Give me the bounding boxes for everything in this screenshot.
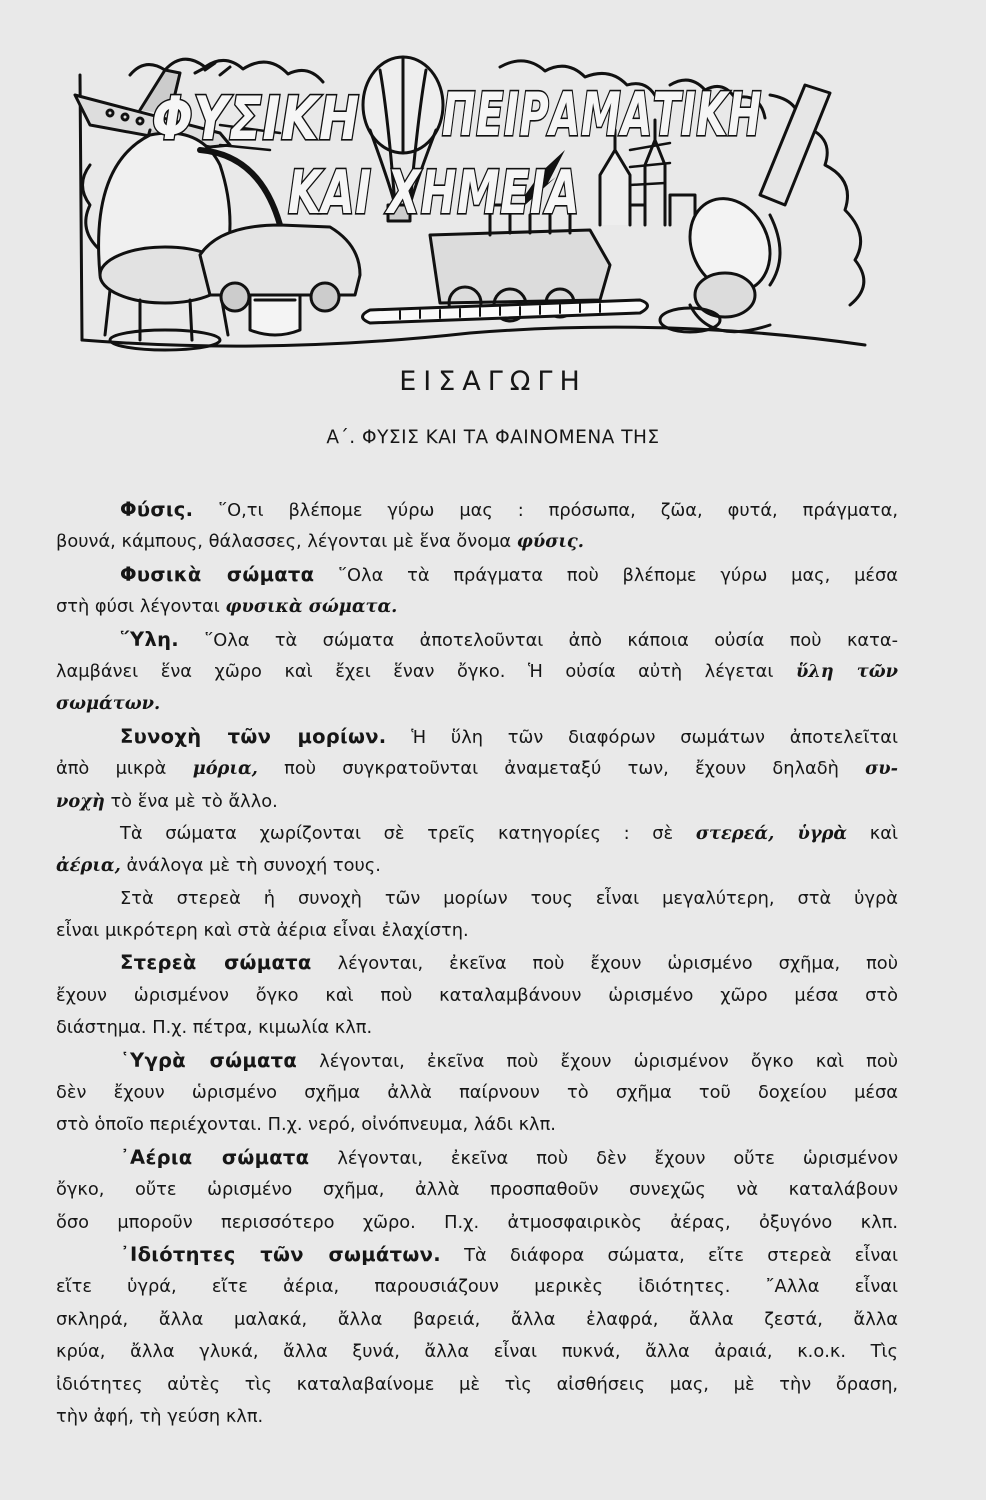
text-run: σκληρά, ἄλλα μαλακά, ἄλλα βαρειά, ἄλλα ἐλαφρά, ἄλλα ζεστά, ἄλλα [56,1308,898,1330]
text-line [56,883,898,915]
text-line [56,1401,898,1433]
term-heading: Στερεὰ σώματα [120,951,312,975]
text-run: τὴν ἀφή, τὴ γεύση κλπ. [56,1405,264,1427]
term-heading: Φυσικὰ σώματα [120,562,315,586]
text-run: ποὺ συγκρατοῦνται ἀναμεταξύ των, ἔχουν δηλαδὴ [257,758,866,780]
text-run: ὅσο μποροῦν περισσότερο χῶρο. Π.χ. ἀτμοσφαιρικὸς ἀέρας, ὀξυγόνο κλπ. [56,1211,898,1233]
banner-title-and-chemistry: ΚΑΙ ΧΗΜΕΙΑ [288,158,580,228]
emphasis-term: στερεά, ὑγρὰ [695,822,848,844]
emphasis-term: μόρια, [192,758,258,780]
text-run: ῞Ολα τὰ σώματα ἀποτελοῦνται ἀπὸ κάποια οὐσία ποὺ κατα- [179,629,898,651]
text-line [56,753,898,785]
text-line [56,1109,898,1141]
text-run: κρύα, ἄλλα γλυκά, ἄλλα ξυνά, ἄλλα εἶναι πυκνά, ἄλλα ἀραιά, κ.ο.κ. Τὶς [56,1341,898,1363]
text-run: ἀπὸ μικρὰ [56,758,193,780]
text-run: ἔχουν ὡρισμένον ὄγκο καὶ ποὺ καταλαμβάνουν ὡρισμένο χῶρο μέσα στὸ [56,984,898,1006]
text-line [56,1239,898,1271]
term-heading: ῾Υγρὰ σώματα [120,1048,298,1072]
banner-title-experimental: ΠΕΙΡΑΜΑΤΙΚΗ [442,80,762,150]
term-heading: ᾽Αέρια σώματα [120,1145,310,1169]
text-run: ῞Ολα τὰ πράγματα ποὺ βλέπομε γύρω μας, μέσα [314,564,898,586]
text-line [56,559,898,591]
emphasis-term: ἀέρια, [56,855,121,877]
text-run: ῞Ο,τι βλέπομε γύρω μας : πρόσωπα, ζῶα, φυτά, πράγματα, [193,500,898,521]
emphasis-term: νοχὴ [56,790,105,812]
text-line [56,1271,898,1303]
text-line [56,915,898,947]
text-run: στὴ φύσι λέγονται [56,596,226,618]
emphasis-term: συ- [865,758,898,780]
text-run: λαμβάνει ἕνα χῶρο καὶ ἔχει ἕναν ὄγκο. Ἡ οὐσία αὐτὴ λέγεται [56,660,796,682]
text-run: καὶ [847,822,899,844]
text-line [56,818,898,850]
text-line [56,1142,898,1174]
text-run: ὄγκο, οὔτε ὡρισμένο σχῆμα, ἀλλὰ προσπαθοῦν συνεχῶς νὰ καταλάβουν [56,1179,898,1201]
text-run: λέγονται, ἐκεῖνα ποὺ δὲν ἔχουν οὔτε ὡρισμένον [309,1147,898,1169]
text-line [56,721,898,753]
text-line [56,624,898,656]
text-run: λέγονται, ἐκεῖνα ποὺ ἔχουν ὡρισμένο σχῆμα, ποὺ [311,953,898,975]
body-text [56,494,898,1433]
text-run: λέγονται, ἐκεῖνα ποὺ ἔχουν ὡρισμένον ὄγκο καὶ ποὺ [297,1050,898,1072]
text-line [56,947,898,979]
text-line [56,1045,898,1077]
emphasis-term: σωμάτων. [56,693,161,715]
text-line [56,1369,898,1401]
text-run: Στὰ στερεὰ ἡ συνοχὴ τῶν μορίων τους εἶναι μεγαλύτερη, στὰ ὑγρὰ [120,887,898,909]
term-heading: Φύσις. [120,498,194,521]
emphasis-term: φύσις. [516,531,584,553]
emphasis-term: ὕλη τῶν [795,660,899,682]
text-run: εἴτε ὑγρά, εἴτε ἀέρια, παρουσιάζουν μερικὲς ἰδιότητες. ῎Αλλα εἶναι [56,1276,898,1298]
text-run: τὸ ἕνα μὲ τὸ ἄλλο. [104,790,278,812]
text-line [56,850,898,882]
text-run: ἀνάλογα μὲ τὴ συνοχή τους. [120,855,381,877]
text-line [56,591,898,623]
text-run: διάστημα. Π.χ. πέτρα, κιμωλία κλπ. [56,1017,373,1039]
text-run: Τὰ διάφορα σώματα, εἴτε στερεὰ εἶναι [440,1244,899,1266]
text-line [56,1174,898,1206]
term-heading: Συνοχὴ τῶν μορίων. [120,724,387,748]
text-line [56,786,898,818]
title-banner-illustration [70,55,870,360]
text-line [56,656,898,688]
text-run: Ἡ ὕλη τῶν διαφόρων σωμάτων ἀποτελεῖται [386,726,898,748]
text-run: ἰδιότητες αὐτὲς τὶς καταλαβαίνομε μὲ τὶς αἰσθήσεις μας, μὲ τὴν ὄραση, [56,1373,898,1395]
text-line [56,1207,898,1239]
text-run: βουνά, κάμπους, θάλασσες, λέγονται μὲ ἕνα ὄνομα [56,531,517,553]
banner-title-physics: ΦΥΣΙΚΗ [152,84,360,154]
term-heading: ᾽Ιδιότητες τῶν σωμάτων. [120,1242,441,1266]
text-run: εἶναι μικρότερη καὶ στὰ ἀέρια εἶναι ἐλαχίστη. [56,920,469,942]
text-run: στὸ ὁποῖο περιέχονται. Π.χ. νερό, οἰνόπνευμα, λάδι κλπ. [56,1114,556,1136]
emphasis-term: φυσικὰ σώματα. [225,596,398,618]
text-line [56,1077,898,1109]
text-run: δὲν ἔχουν ὡρισμένο σχῆμα ἀλλὰ παίρνουν τὸ σχῆμα τοῦ δοχείου μέσα [56,1082,898,1104]
text-line [56,688,898,720]
text-line [56,494,898,526]
text-line [56,980,898,1012]
text-line [56,1336,898,1368]
term-heading: ῞Υλη. [120,627,180,651]
page-title: ΕΙΣΑΓΩΓΗ [399,366,587,397]
text-line [56,526,898,558]
section-heading: Α΄. ΦΥΣΙΣ ΚΑΙ ΤΑ ΦΑΙΝΟΜΕΝΑ ΤΗΣ [326,427,660,448]
text-line [56,1304,898,1336]
text-line [56,1012,898,1044]
text-run: Τὰ σώματα χωρίζονται σὲ τρεῖς κατηγορίες : σὲ [120,822,696,844]
